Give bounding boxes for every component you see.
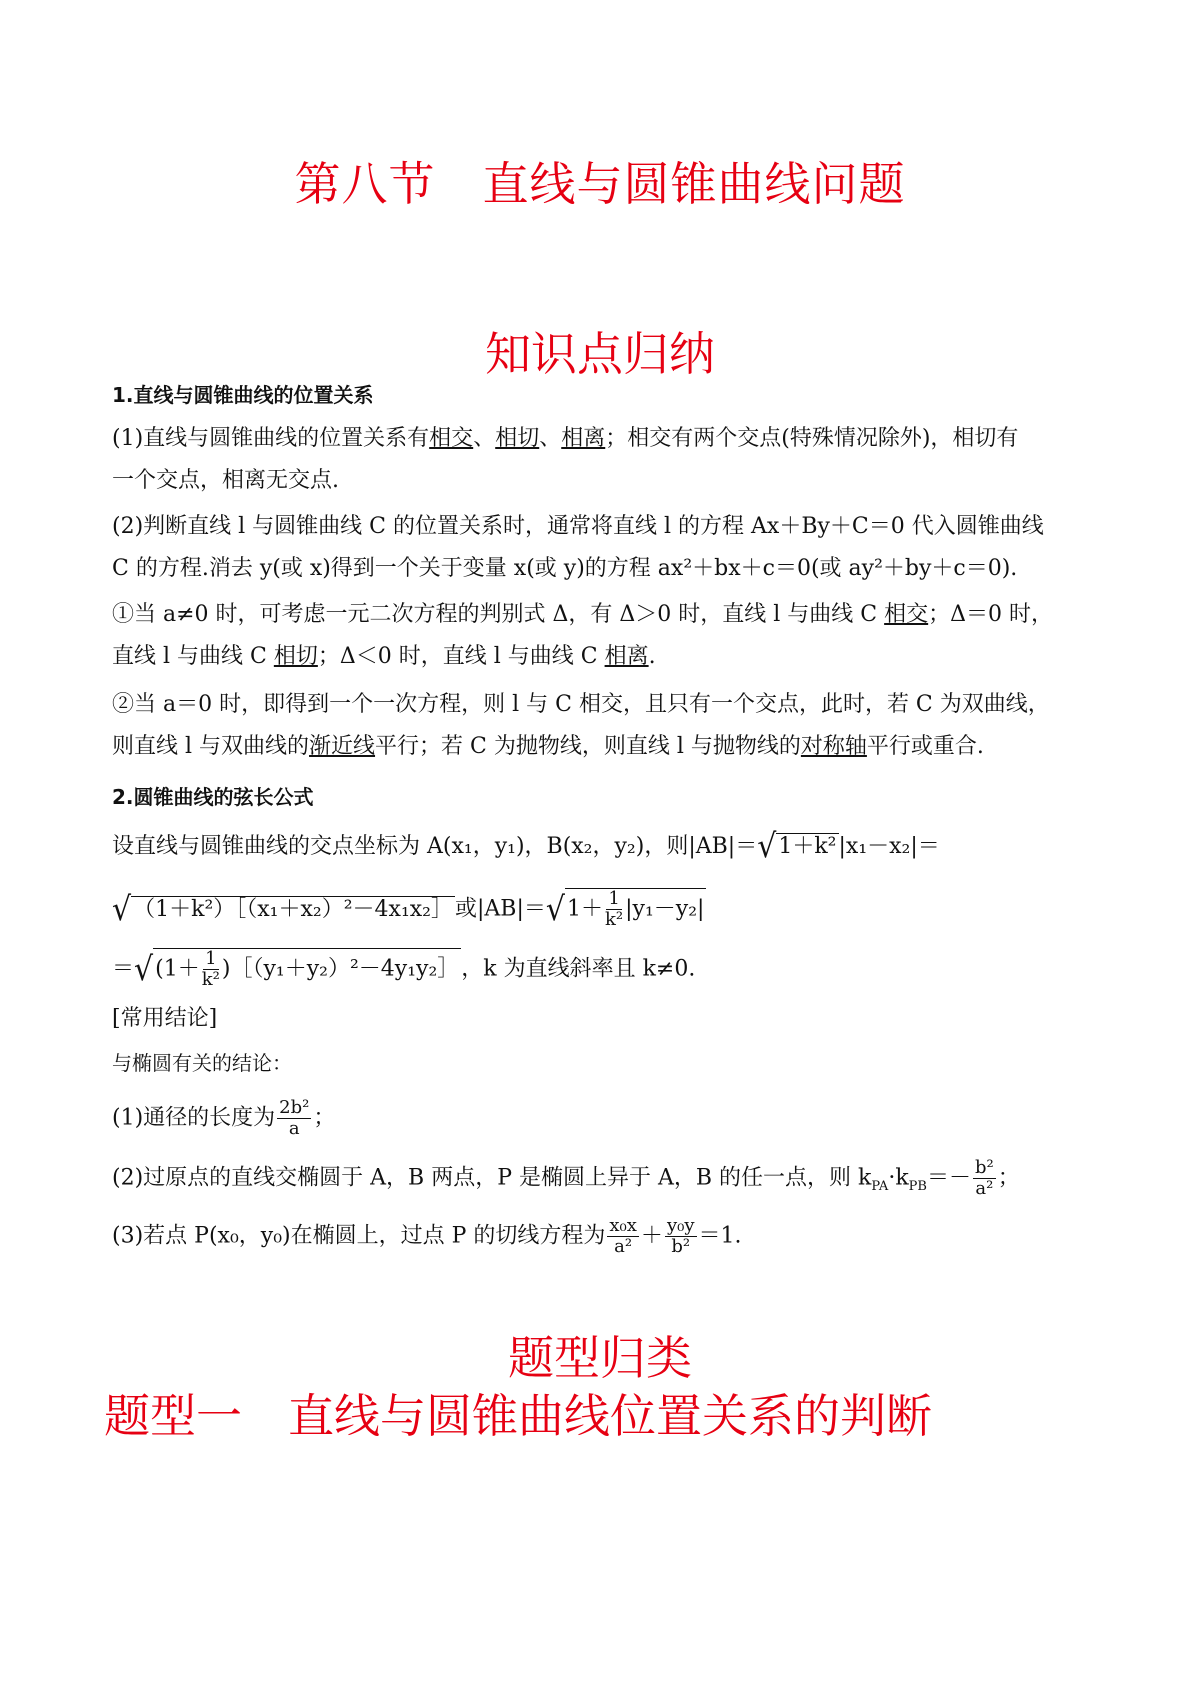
s1-paragraph-1 <box>112 424 1018 454</box>
text: ，k 为直线斜率且 k≠0. <box>461 956 696 982</box>
knowledge-heading: 知识点归纳 <box>485 327 715 381</box>
numerator: 2b² <box>279 1097 310 1118</box>
keyword: 相离 <box>561 426 606 451</box>
text: ；Δ＝0 时， <box>928 602 1054 627</box>
subscript: PA <box>871 1178 889 1194</box>
text: 则直线 l 与双曲线的 <box>112 734 310 759</box>
text: ；Δ＜0 时，直线 l 与曲线 C <box>317 644 605 669</box>
text: 直线 l 与曲线 C <box>112 644 274 669</box>
s1-paragraph-3 <box>112 600 1053 630</box>
text: 1＋ <box>567 896 604 922</box>
text: ； <box>997 1165 1020 1191</box>
fraction <box>665 1216 697 1257</box>
text: ［（y₁＋y₂）²－4y₁y₂］ <box>230 956 460 982</box>
conclusions-heading: [常用结论] <box>112 1006 218 1031</box>
s1-paragraph-4: ②当 a＝0 时，即得到一个一次方程，则 l 与 C 相交，且只有一个交点，此时，若 C 为双曲线， <box>112 692 1050 717</box>
text: ＝－ <box>926 1165 971 1191</box>
conclusions-intro: 与椭圆有关的结论： <box>112 1051 292 1075</box>
section-2-heading: 2.圆锥曲线的弦长公式 <box>112 785 314 809</box>
chord-formula-line-2 <box>112 888 706 930</box>
keyword: 相交 <box>884 602 929 627</box>
fraction <box>277 1098 311 1139</box>
fraction <box>607 1216 639 1257</box>
radical-sign: √ <box>545 889 566 929</box>
types-heading: 题型归类 <box>508 1331 692 1385</box>
conclusion-2 <box>112 1158 1020 1202</box>
text: 1＋ <box>163 956 200 982</box>
numerator: 1 <box>608 888 620 909</box>
radical-sign: √ <box>757 827 777 866</box>
denominator: a² <box>975 1178 994 1199</box>
numerator: b² <box>974 1157 994 1178</box>
conclusion-1 <box>112 1098 335 1139</box>
chord-formula-line-1 <box>112 827 940 866</box>
s1-paragraph-4-cont <box>112 732 984 762</box>
text: ＝1. <box>698 1223 742 1249</box>
radicand <box>565 888 706 930</box>
denominator: a² <box>614 1236 633 1257</box>
text: ；相交有两个交点(特殊情况除外)，相切有 <box>605 426 1019 451</box>
keyword: 渐近线 <box>309 734 376 759</box>
text: ①当 a≠0 时，可考虑一元二次方程的判别式 Δ，有 Δ＞0 时，直线 l 与曲线 C <box>112 602 885 627</box>
radicand: （1＋k²）［（x₁＋x₂）²－4x₁x₂］ <box>133 896 453 922</box>
text: 平行或重合. <box>866 734 984 759</box>
text: |x₁－x₂|＝ <box>838 834 940 859</box>
text: . <box>648 644 656 669</box>
denominator: a <box>288 1118 300 1139</box>
text: (1)直线与圆锥曲线的位置关系有 <box>112 426 430 451</box>
text: (1)通径的长度为 <box>112 1105 276 1131</box>
radicand: (1＋ $\frac{1}{\text{k²}}$ )［（y₁＋y₂）²－4y₁y₂］ <box>155 948 460 990</box>
section-1-heading: 1.直线与圆锥曲线的位置关系 <box>112 383 374 407</box>
text: 、 <box>473 426 496 451</box>
type-1-heading: 题型一 直线与圆锥曲线位置关系的判断 <box>104 1389 932 1443</box>
text: (2)过原点的直线交椭圆于 A，B 两点，P 是椭圆上异于 A，B 的任一点，则 k <box>112 1165 872 1191</box>
keyword: 相切 <box>495 426 540 451</box>
keyword: 相切 <box>273 644 318 669</box>
s1-paragraph-2-line-1: (2)判断直线 l 与圆锥曲线 C 的位置关系时，通常将直线 l 的方程 Ax＋By＋C＝0 代入圆锥曲线 <box>112 514 1044 539</box>
keyword: 对称轴 <box>800 734 867 759</box>
subscript: PB <box>908 1178 927 1194</box>
keyword: 相离 <box>604 644 649 669</box>
s1-paragraph-2-line-2: C 的方程.消去 y(或 x)得到一个关于变量 x(或 y)的方程 ax²＋bx＋c＝0(或 ay²＋by＋c＝0). <box>112 556 1018 581</box>
denominator: b² <box>671 1236 691 1257</box>
keyword: 相交 <box>429 426 474 451</box>
text: 、 <box>539 426 562 451</box>
text: (3)若点 P(x₀，y₀)在椭圆上，过点 P 的切线方程为 <box>112 1223 606 1249</box>
numerator: x₀x <box>609 1215 637 1236</box>
page-title: 第八节 直线与圆锥曲线问题 <box>294 157 906 211</box>
text: 平行；若 C 为抛物线，则直线 l 与抛物线的 <box>375 734 801 759</box>
radical-sign: √ <box>112 889 132 929</box>
numerator: y₀y <box>666 1215 695 1236</box>
text: ； <box>313 1105 336 1131</box>
radical-sign: √ <box>134 949 154 989</box>
radicand: 1＋k² <box>778 834 837 859</box>
chord-formula-line-3 <box>112 948 695 990</box>
s1-paragraph-1-cont: 一个交点，相离无交点. <box>112 468 339 493</box>
text: ＋ <box>640 1223 663 1249</box>
text: ·k <box>888 1165 909 1191</box>
fraction <box>605 889 623 930</box>
denominator: k² <box>201 969 220 990</box>
numerator: 1 <box>205 948 217 969</box>
text: 或|AB|＝ <box>455 896 546 922</box>
text: 设直线与圆锥曲线的交点坐标为 A(x₁，y₁)，B(x₂，y₂)，则|AB|＝ <box>112 834 758 859</box>
fraction <box>202 949 220 990</box>
denominator: k² <box>605 909 624 930</box>
s1-paragraph-3-cont <box>112 642 656 672</box>
text: |y₁－y₂| <box>625 896 705 922</box>
conclusion-3 <box>112 1216 742 1257</box>
text: ＝ <box>112 956 135 982</box>
fraction <box>973 1158 996 1199</box>
